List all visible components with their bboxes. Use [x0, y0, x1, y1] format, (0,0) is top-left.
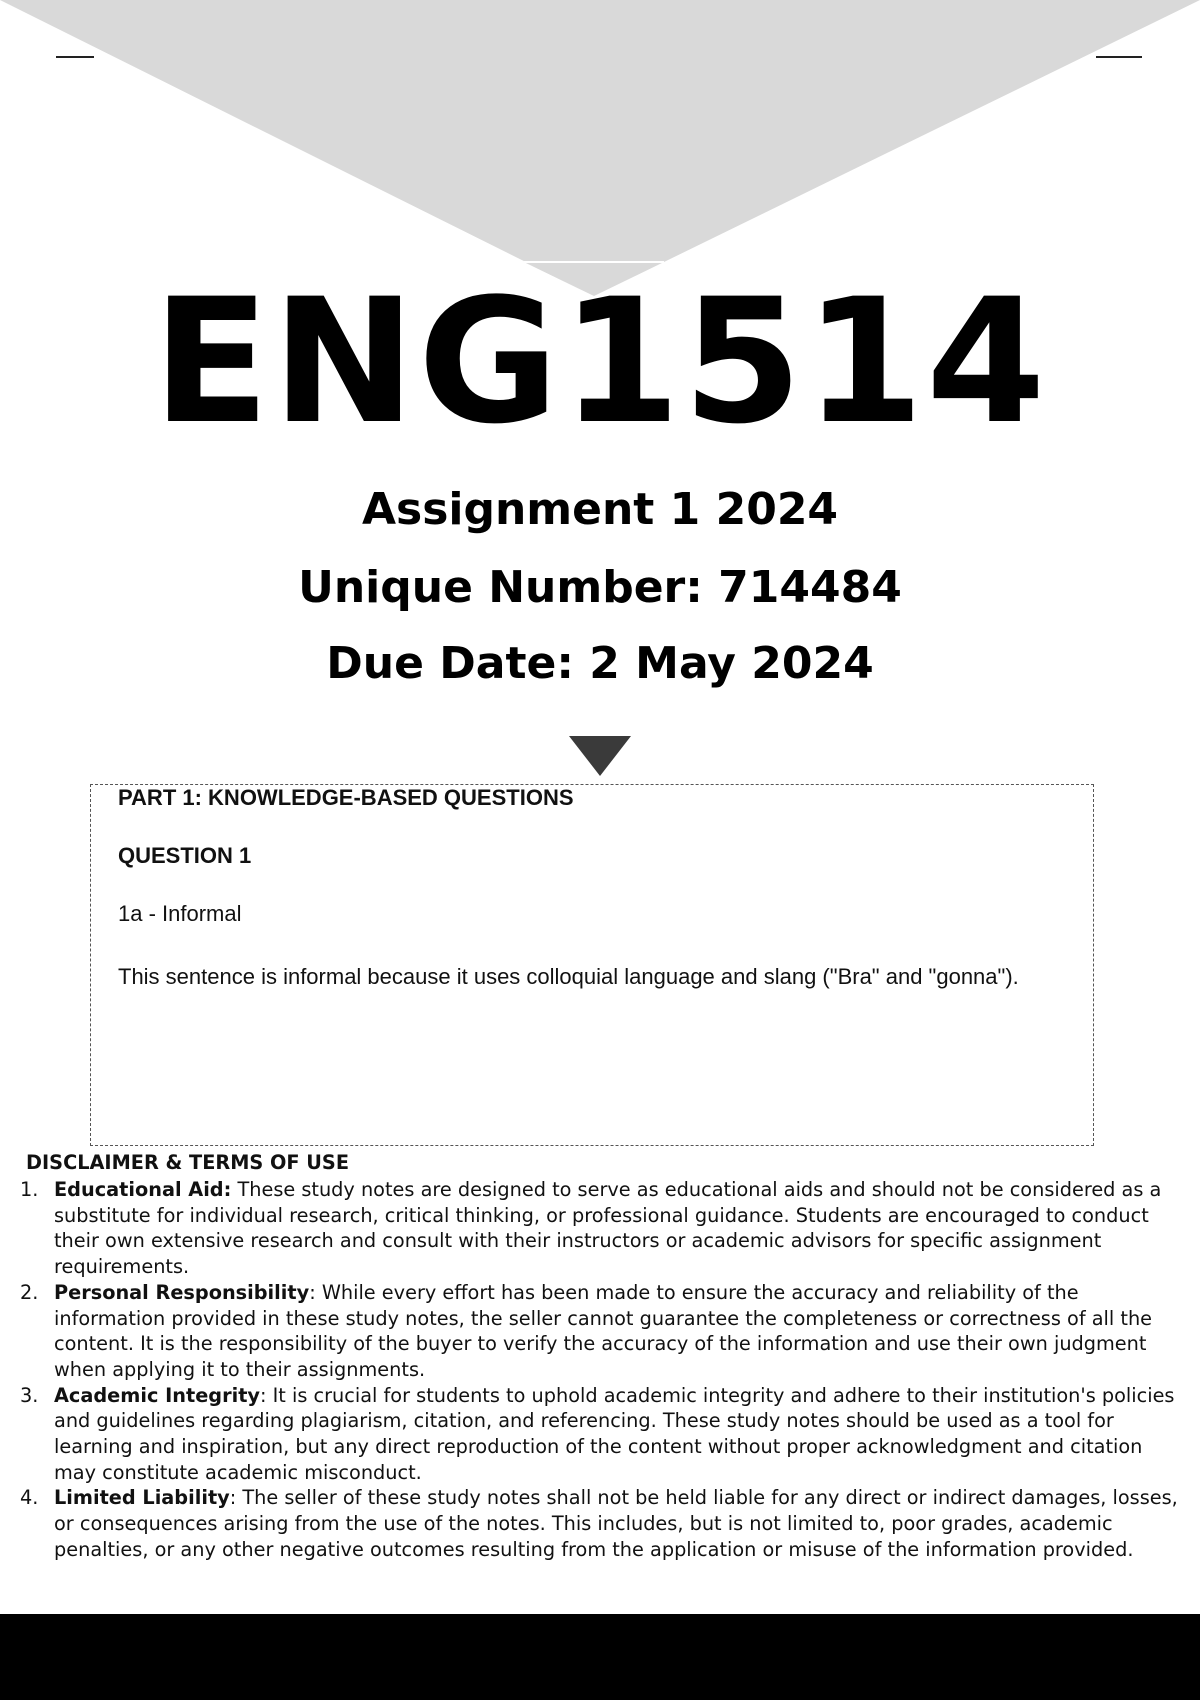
- footer-bar: [0, 1614, 1200, 1700]
- content-preview-box: [90, 784, 1094, 1146]
- item-number: 3.: [20, 1383, 39, 1407]
- disclaimer-item: [16, 1280, 1186, 1383]
- question-heading: QUESTION 1: [118, 843, 252, 868]
- item-title: Personal Responsibility: [54, 1280, 310, 1304]
- item-title: Limited Liability: [54, 1486, 230, 1510]
- disclaimer-item: [16, 1177, 1186, 1280]
- answer-label: 1a - Informal: [118, 901, 242, 926]
- part-heading: PART 1: KNOWLEDGE-BASED QUESTIONS: [118, 785, 574, 810]
- disclaimer-item: [16, 1383, 1186, 1486]
- item-text: : It is crucial for students to uphold academic integrity and adhere to their institution's policies and guidelines regarding plagiarism, citation, and referencing. These study notes should be used as a tool for learning and inspiration, but any direct reproduction of the content without proper acknowledgment and citation may constitute academic misconduct.: [54, 1383, 1175, 1484]
- course-code-title: ENG1514: [152, 261, 1048, 462]
- item-title: Educational Aid:: [54, 1178, 232, 1201]
- disclaimer-section: [16, 1150, 1186, 1563]
- disclaimer-list: [16, 1177, 1186, 1563]
- disclaimer-heading: DISCLAIMER & TERMS OF USE: [26, 1151, 349, 1174]
- item-text: : While every effort has been made to ensure the accuracy and reliability of the information provided in these study notes, the seller cannot guarantee the completeness or correctness of all the content. It is the responsibility of the buyer to verify the accuracy of the information and use their own judgment when applying it to their assignments.: [54, 1280, 1153, 1381]
- due-date: Due Date: 2 May 2024: [326, 638, 874, 689]
- item-text: : The seller of these study notes shall not be held liable for any direct or indirect damages, losses, or consequences arising from the use of the notes. This includes, but is not limited to, poor grades, academic penalties, or any other negative outcomes resulting from the application or misuse of the information provided.: [54, 1486, 1178, 1561]
- answer-text: This sentence is informal because it uses colloquial language and slang ("Bra" and "gonna").: [118, 964, 1019, 989]
- unique-number: Unique Number: 714484: [298, 562, 902, 613]
- item-title: Academic Integrity: [54, 1383, 260, 1407]
- banner-chevron: [0, 0, 1200, 300]
- disclaimer-item: [16, 1485, 1186, 1562]
- item-number: 4.: [20, 1486, 39, 1510]
- corner-line-right: [1096, 56, 1142, 58]
- down-arrow-icon: [569, 736, 631, 776]
- item-number: 2.: [20, 1280, 39, 1304]
- item-number: 1.: [20, 1178, 39, 1201]
- item-text: These study notes are designed to serve as educational aids and should not be considered as a substitute for individual research, critical thinking, or professional guidance. Students are encouraged to conduct their own extensive research and consult with their instructors or academic advisors for specific assignment requirements.: [54, 1178, 1162, 1279]
- corner-line-left: [56, 56, 94, 58]
- banner-shape: [0, 0, 1200, 296]
- assignment-label: Assignment 1 2024: [361, 484, 839, 535]
